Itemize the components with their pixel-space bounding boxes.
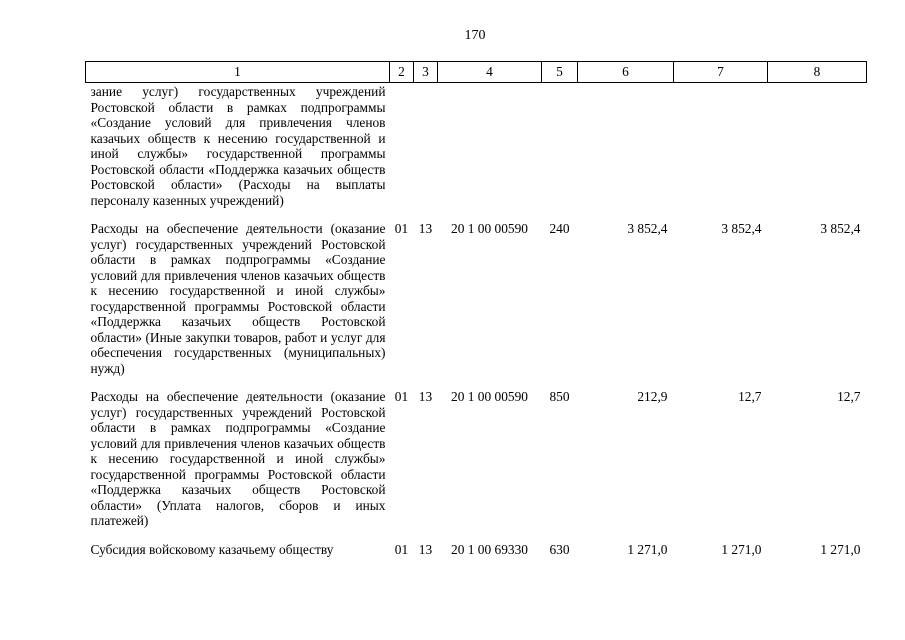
row-amount-year-3: 3 852,4: [820, 221, 861, 236]
row-amount-year-2: 3 852,4: [721, 221, 762, 236]
row-amount-year-2: 12,7: [738, 389, 762, 404]
row-section: [390, 83, 414, 222]
table-row: [86, 83, 867, 222]
row-target-code: 20 1 00 00590: [451, 221, 528, 236]
row-amount-year-3: [768, 83, 867, 222]
header-col-4: 4: [438, 62, 542, 83]
header-row: [86, 62, 867, 83]
row-amount-year-1: 1 271,0: [627, 541, 668, 557]
row-amount-year-3: 12,7: [837, 389, 861, 404]
row-amount-year-1: 3 852,4: [627, 221, 668, 236]
header-col-3: 3: [414, 62, 438, 83]
table-row: [86, 542, 867, 558]
table-row: [86, 389, 867, 542]
row-description: Субсидия войсковому казачьему обществу: [90, 541, 334, 557]
header-col-1: 1: [86, 62, 390, 83]
row-amount-year-1: 212,9: [637, 389, 668, 404]
row-expense-type: [542, 83, 578, 222]
row-section: 01: [394, 541, 409, 557]
row-expense-type: 240: [549, 221, 570, 236]
row-target-code: 20 1 00 00590: [451, 389, 528, 404]
header-col-6: 6: [578, 62, 674, 83]
header-col-8: 8: [768, 62, 867, 83]
row-section: 01: [394, 389, 409, 404]
row-target-code: [438, 83, 542, 222]
row-expense-type: 850: [549, 389, 570, 404]
row-expense-type: 630: [549, 541, 570, 557]
row-amount-year-1: [578, 83, 674, 222]
row-description: зание услуг) государственных учреждений Ростовской области в рамках подпрограммы «Создание условий для привлечения членов казачьих обществ к несению государственной и иной службы» государственной программы Ростовской области «Поддержка казачьих обществ Ростовской области» (Расходы на выплаты персоналу казенных учреждений): [90, 84, 386, 208]
row-description: Расходы на обеспечение деятельности (оказание услуг) государственных учреждений Ростовской области в рамках подпрограммы «Создание условий для привлечения членов казачьих обществ к несению государственной и иной службы» государственной программы Ростовской области «Поддержка казачьих обществ Ростовской области» (Иные закупки товаров, работ и услуг для обеспечения государственных (муниципальных) нужд): [90, 221, 386, 376]
header-col-2: 2: [390, 62, 414, 83]
page-number: 170: [464, 28, 486, 43]
row-description: Расходы на обеспечение деятельности (оказание услуг) государственных учреждений Ростовской области в рамках подпрограммы «Создание условий для привлечения членов казачьих обществ к несению государственной и иной службы» государственной программы Ростовской области «Поддержка казачьих обществ Ростовской области» (Уплата налогов, сборов и иных платежей): [90, 389, 386, 528]
row-target-code: 20 1 00 69330: [451, 541, 528, 557]
header-col-7: 7: [674, 62, 768, 83]
table-row: [86, 221, 867, 389]
header-col-5: 5: [542, 62, 578, 83]
row-subsection: 13: [418, 389, 433, 404]
row-section: 01: [394, 221, 409, 236]
row-amount-year-2: [674, 83, 768, 222]
row-amount-year-2: 1 271,0: [721, 541, 762, 557]
budget-table: [85, 61, 867, 557]
row-amount-year-3: 1 271,0: [820, 541, 861, 557]
row-subsection: 13: [418, 541, 433, 557]
row-subsection: [414, 83, 438, 222]
row-subsection: 13: [418, 221, 433, 236]
